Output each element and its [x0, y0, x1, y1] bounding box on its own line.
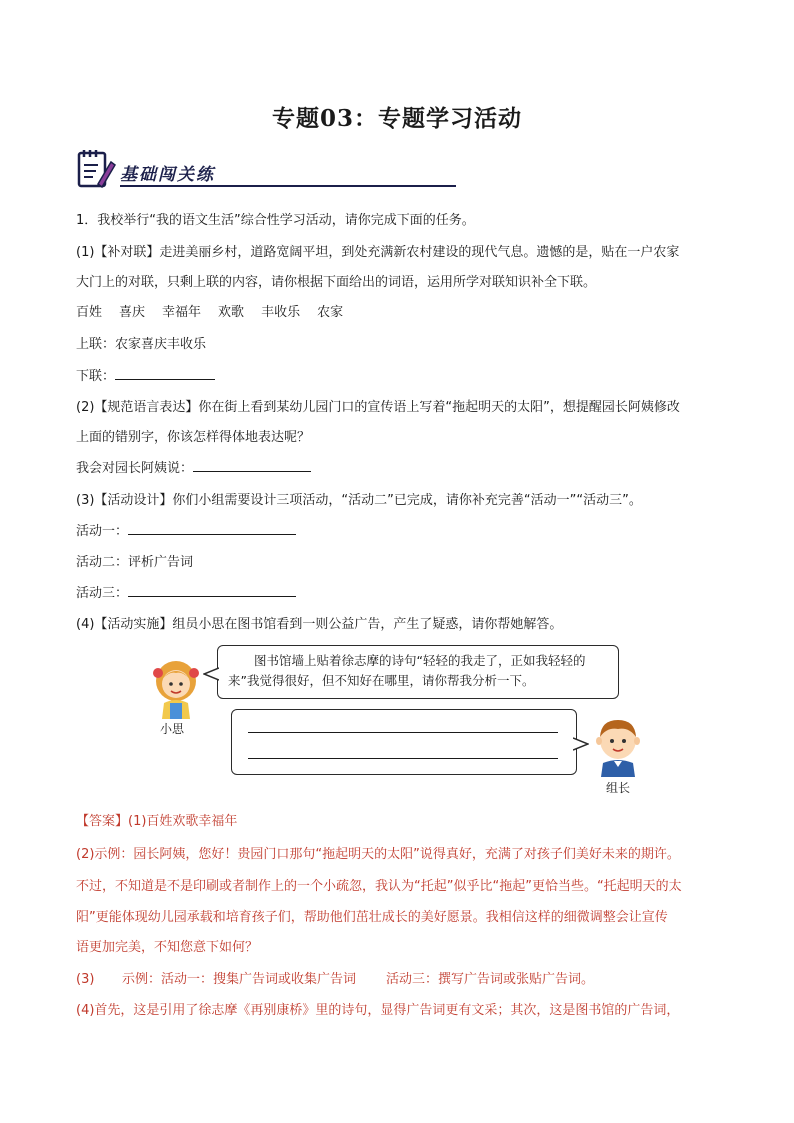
part2-line2: 上面的错别字，你该怎样得体地表达呢？	[76, 430, 311, 445]
answer-2-line4: 语更加完美，不知您意下如何？	[76, 940, 259, 955]
boy-avatar-icon	[593, 717, 643, 777]
answer-tag: 【答案】	[76, 814, 129, 829]
answer-3	[76, 968, 594, 987]
word-item: 幸福年	[162, 305, 202, 320]
word-list	[76, 301, 360, 320]
part2-answer-label: 我会对园长阿姨说：	[76, 461, 194, 476]
activity-1-label: 活动一：	[76, 524, 129, 539]
answer-2-line3: 阳”更能体现幼儿园承载和培育孩子们，帮助他们茁壮成长的美好愿景。我相信这样的细微调整会让宣传	[76, 910, 668, 925]
answer-1	[76, 810, 237, 829]
answer-blank[interactable]	[193, 459, 311, 472]
activity-3	[76, 582, 296, 601]
boy-name: 组长	[606, 781, 631, 795]
word-item: 百姓	[76, 305, 103, 320]
answer-1-text: (1)百姓欢歌幸福年	[128, 814, 238, 829]
answer-blank[interactable]	[115, 367, 215, 380]
word-item: 欢歌	[218, 305, 245, 320]
answer-3-activity-3: 活动三：撰写广告词或张贴广告词。	[386, 972, 595, 987]
lower-couplet	[76, 365, 215, 384]
activity-2: 活动二：评析广告词	[76, 555, 194, 570]
answer-4-line1: (4)首先，这是引用了徐志摩《再别康桥》里的诗句，显得广告词更有文采；其次，这是图书馆的广告词，	[76, 1003, 680, 1018]
part1-line2: 大门上的对联，只剩上联的内容，请你根据下面给出的词语，运用所学对联知识补全下联。	[76, 275, 597, 290]
section-label: 基础闯关练	[120, 165, 215, 185]
section-heading	[76, 148, 456, 190]
question-stem: 1．我校举行“我的语文生活”综合性学习活动，请你完成下面的任务。	[76, 213, 475, 228]
part2-answer	[76, 457, 311, 476]
notepad-pen-icon	[76, 148, 116, 190]
girl-avatar-icon	[152, 657, 200, 719]
answer-2-line1: (2)示例：园长阿姨，您好！贵园门口那句“拖起明天的太阳”说得真好，充满了对孩子们美好未来的期许。	[76, 847, 680, 862]
answer-2-line2: 不过，不知道是不是印刷或者制作上的一个小疏忽，我认为“托起”似乎比“拖起”更恰当些。“托起明天的太	[76, 879, 682, 894]
word-item: 丰收乐	[261, 305, 301, 320]
answer-blank[interactable]	[128, 584, 296, 597]
lower-couplet-label: 下联：	[76, 369, 116, 384]
girl-speech-text: 图书馆墙上贴着徐志摩的诗句“轻轻的我走了，正如我轻轻的来”我觉得很好，但不知好在哪里，请你帮我分析一下。	[228, 653, 586, 688]
bubble-tail-right	[573, 736, 589, 752]
bubble-tail-left	[203, 666, 219, 682]
part1-line1: (1)【补对联】走进美丽乡村，道路宽阔平坦，到处充满新农村建设的现代气息。遗憾的是，贴在一户农家	[76, 245, 680, 260]
answer-line[interactable]	[248, 732, 558, 733]
answer-blank[interactable]	[128, 522, 296, 535]
part3-line: (3)【活动设计】你们小组需要设计三项活动，“活动二”已完成，请你补充完善“活动一”“活动三”。	[76, 493, 642, 508]
girl-name: 小思	[160, 722, 185, 736]
word-item: 农家	[317, 305, 344, 320]
answer-line[interactable]	[248, 758, 558, 759]
page-title: 专题03：专题学习活动	[271, 105, 522, 132]
part2-line1: (2)【规范语言表达】你在街上看到某幼儿园门口的宣传语上写着“拖起明天的太阳”，想提醒园长阿姨修改	[76, 400, 680, 415]
girl-speech-bubble	[217, 645, 619, 699]
activity-1	[76, 520, 296, 539]
answer-3-activity-1: 示例：活动一：搜集广告词或收集广告词	[122, 972, 357, 987]
word-item: 喜庆	[119, 305, 146, 320]
part4-line: (4)【活动实施】组员小思在图书馆看到一则公益广告，产生了疑惑，请你帮她解答。	[76, 617, 563, 632]
answer-3-number: (3)	[76, 972, 95, 987]
leader-speech-bubble	[231, 709, 577, 775]
upper-couplet: 上联：农家喜庆丰收乐	[76, 337, 207, 352]
activity-3-label: 活动三：	[76, 586, 129, 601]
section-underline	[120, 185, 456, 187]
